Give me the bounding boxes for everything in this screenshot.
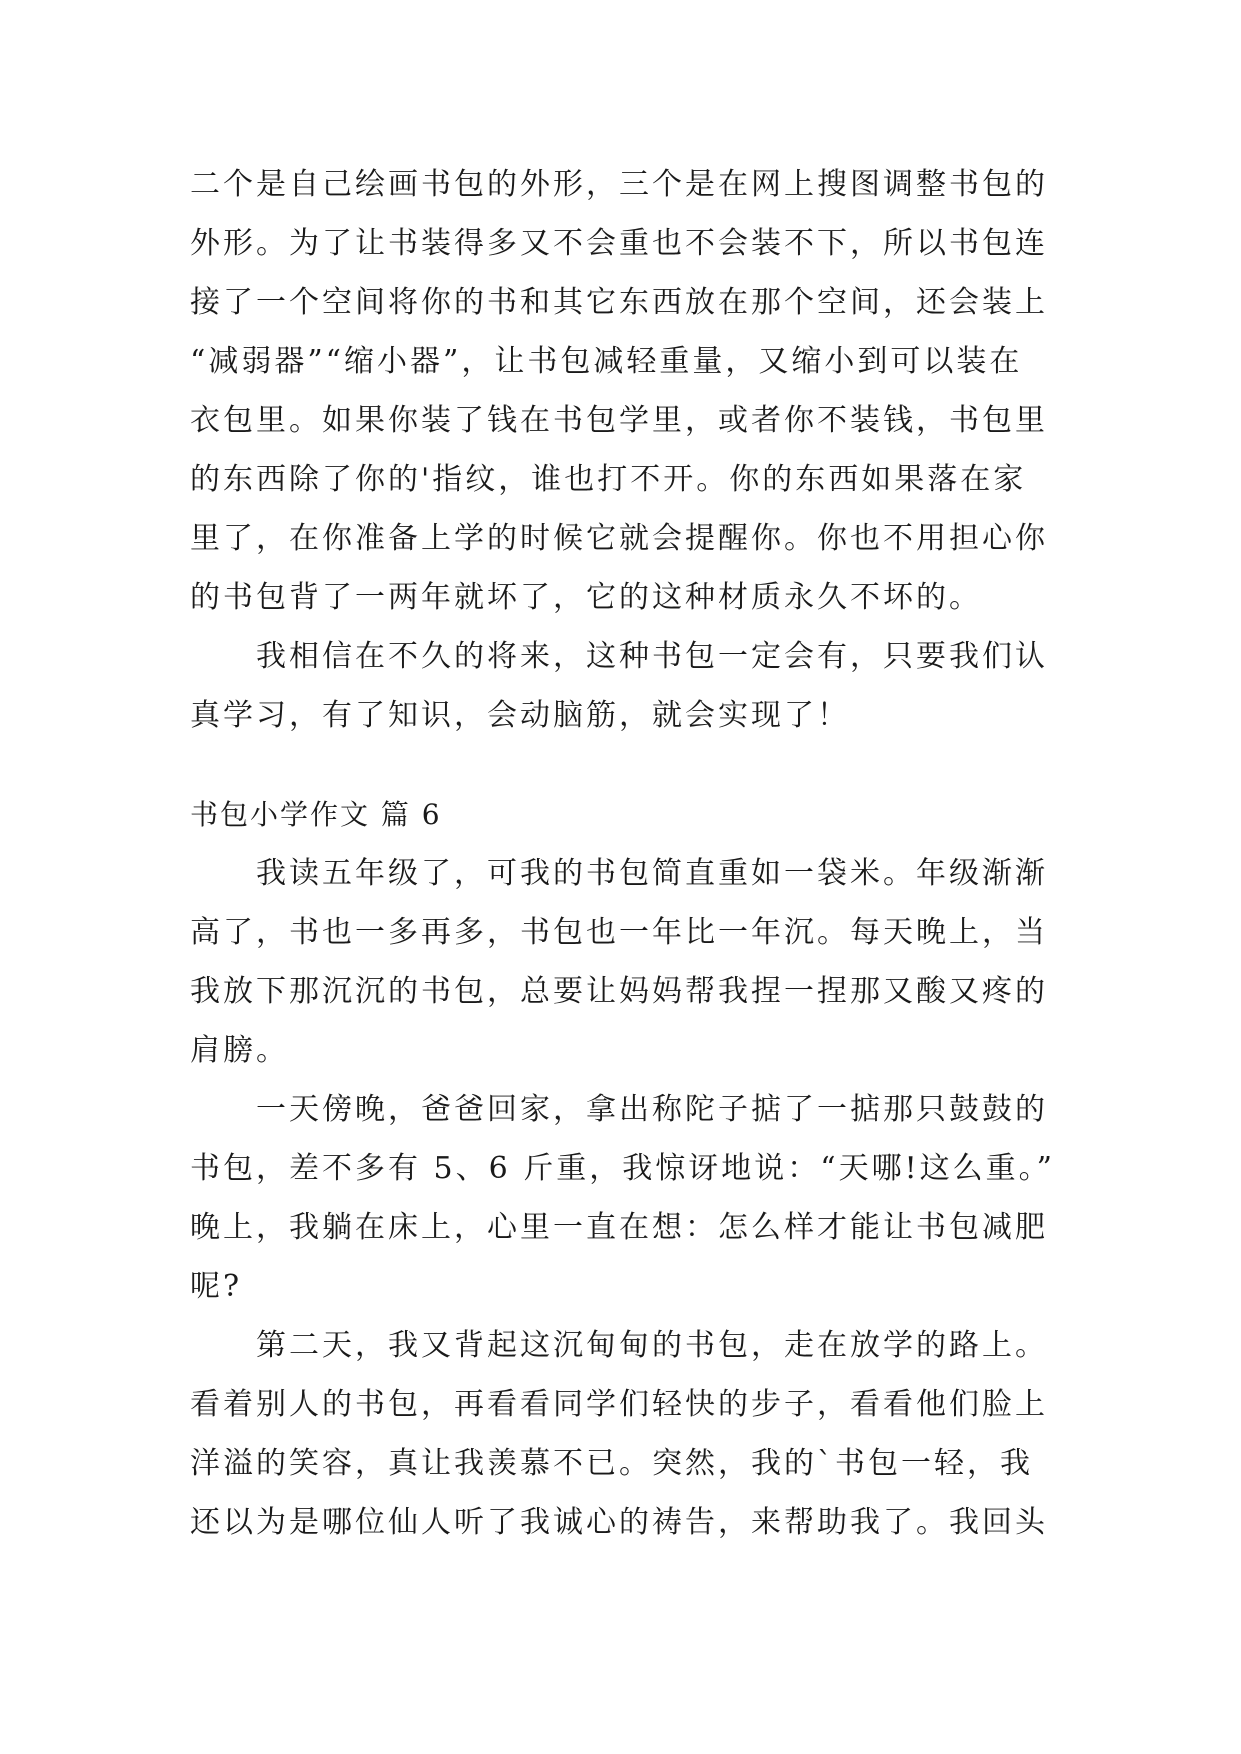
section-paragraph [190, 1316, 1050, 1552]
text-line: 一天傍晚，爸爸回家，拿出称陀子掂了一掂那只鼓鼓的 [256, 1092, 1048, 1127]
text-line: “减弱器”“缩小器”，让书包减轻重量，又缩小到可以装在 [190, 344, 1023, 379]
text-line: 外形。为了让书装得多又不会重也不会装不下，所以书包连 [190, 226, 1048, 261]
text-line: 看着别人的书包，再看看同学们轻快的步子，看看他们脸上 [190, 1387, 1048, 1422]
text-line: 洋溢的笑容，真让我羡慕不已。突然，我的`书包一轻，我 [190, 1446, 1033, 1481]
text-line: 书包，差不多有 5、6 斤重，我惊讶地说：“天哪!这么重。” [190, 1151, 1055, 1186]
text-line: 呢? [190, 1269, 243, 1304]
text-line: 二个是自己绘画书包的外形，三个是在网上搜图调整书包的 [190, 167, 1048, 202]
section-heading: 书包小学作文 篇 6 [190, 798, 442, 831]
text-line: 高了，书也一多再多，书包也一年比一年沉。每天晚上，当 [190, 915, 1048, 950]
paragraph-continuation [190, 155, 1050, 627]
text-line: 我相信在不久的将来，这种书包一定会有，只要我们认 [256, 639, 1048, 674]
section-paragraph [190, 844, 1050, 1080]
text-line: 真学习，有了知识，会动脑筋，就会实现了！ [190, 698, 850, 733]
text-line: 我放下那沉沉的书包，总要让妈妈帮我捏一捏那又酸又疼的 [190, 974, 1048, 1009]
paragraph-conclusion [190, 627, 1050, 745]
text-line: 里了，在你准备上学的时候它就会提醒你。你也不用担心你 [190, 521, 1048, 556]
section-paragraph [190, 1080, 1055, 1316]
text-line: 肩膀。 [190, 1033, 289, 1068]
text-line: 的东西除了你的'指纹，谁也打不开。你的东西如果落在家 [190, 462, 1027, 497]
text-line: 第二天，我又背起这沉甸甸的书包，走在放学的路上。 [256, 1328, 1048, 1363]
text-line: 我读五年级了，可我的书包简直重如一袋米。年级渐渐 [256, 856, 1048, 891]
text-line: 还以为是哪位仙人听了我诚心的祷告，来帮助我了。我回头 [190, 1505, 1048, 1540]
text-line: 接了一个空间将你的书和其它东西放在那个空间，还会装上 [190, 285, 1048, 320]
document-page [190, 155, 1055, 1552]
text-line: 衣包里。如果你装了钱在书包学里，或者你不装钱，书包里 [190, 403, 1048, 438]
text-line: 的书包背了一两年就坏了，它的这种材质永久不坏的。 [190, 580, 982, 615]
text-line: 晚上，我躺在床上，心里一直在想：怎么样才能让书包减肥 [190, 1210, 1048, 1245]
